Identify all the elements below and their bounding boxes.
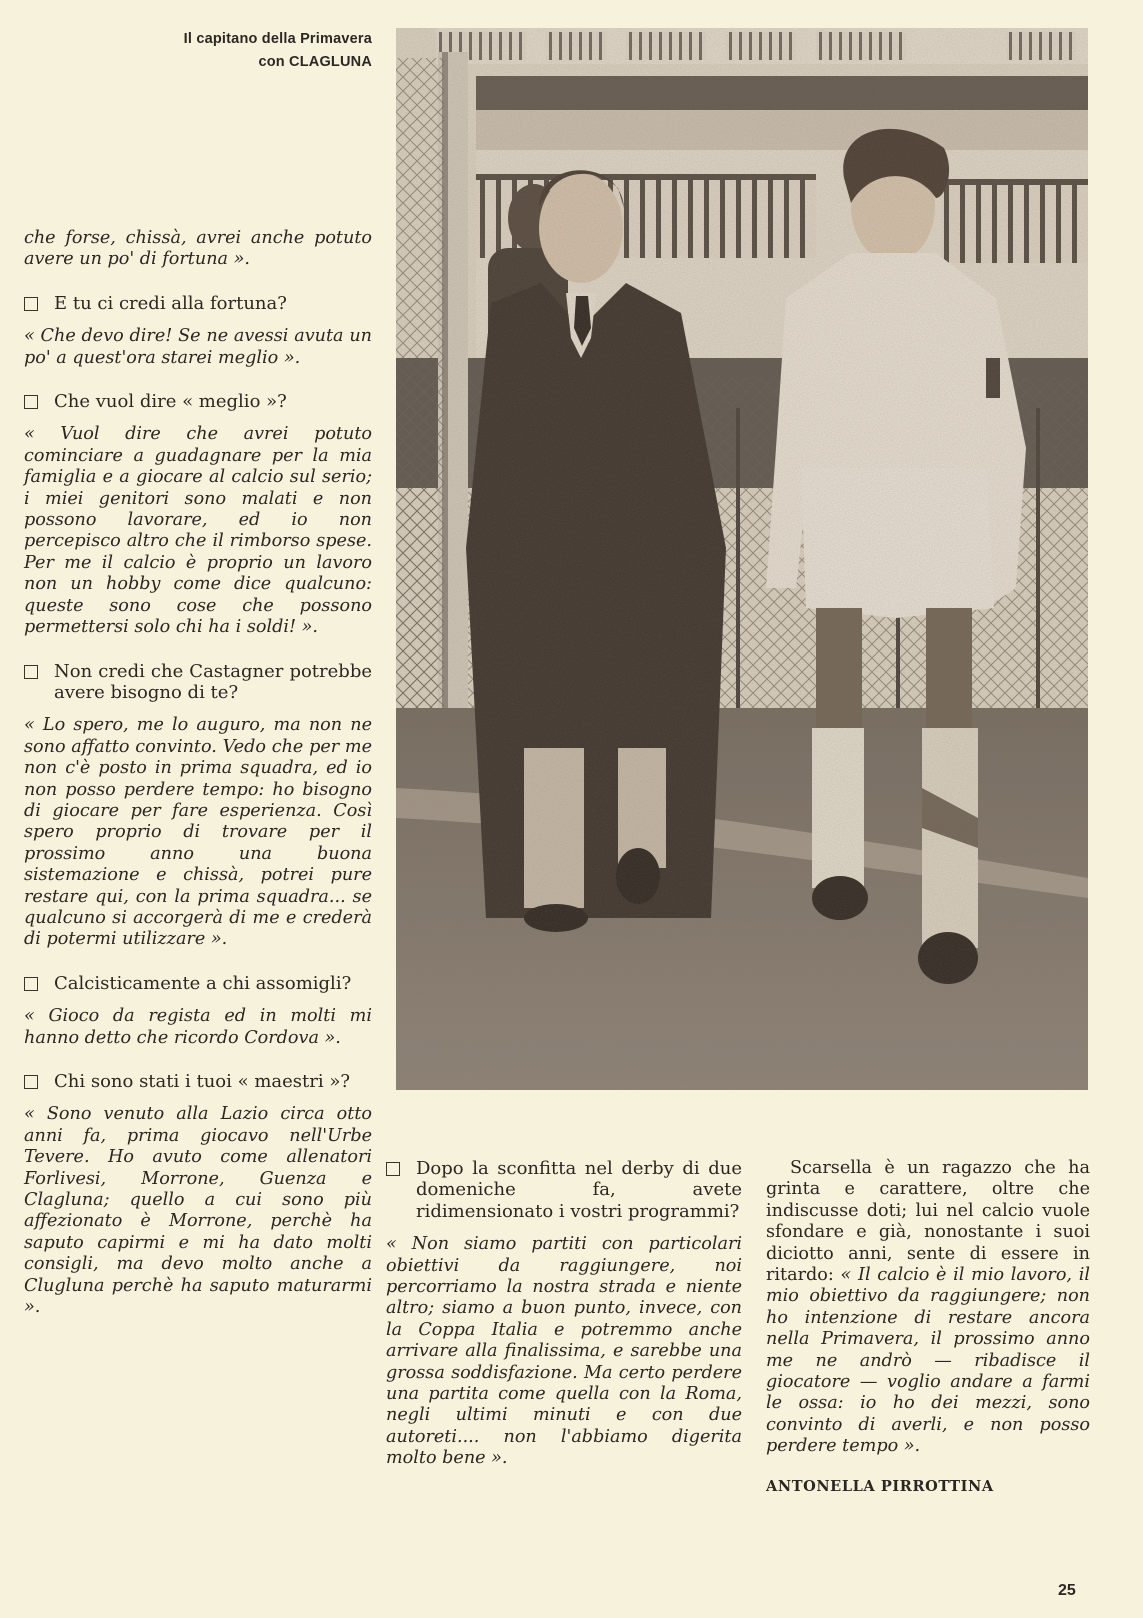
question-meglio [24,391,372,412]
question-castagner [24,661,372,704]
closing-paragraph [766,1158,1090,1458]
caption-line-2: con CLAGLUNA [258,54,372,70]
question-assomigli [24,973,372,994]
caption-line-1: Il capitano della Primavera [183,31,372,47]
page-number: 25 [1058,1582,1076,1599]
question-text: Che vuol dire « meglio »? [54,391,287,413]
question-box-icon [24,1075,38,1089]
photo-caption [120,28,372,74]
question-box-icon [24,297,38,311]
question-text: Dopo la sconfitta nel derby di due domeniche fa, avete ridimensionato i vostri programmi? [416,1158,742,1222]
author-byline: ANTONELLA PIRROTTINA [766,1477,994,1495]
question-box-icon [24,977,38,991]
answer-assomigli: « Gioco da regista ed in molti mi hanno detto che ricordo Cordova ». [24,1006,372,1048]
question-text: Calcisticamente a chi assomigli? [54,972,352,994]
answer-castagner: « Lo spero, me lo auguro, ma non ne sono affatto convinto. Vedo che per me non c'è posto in prima squadra, ed io non posso perdere tempo: ho bisogno di giocare per fare esperienza. Così spero proprio di trovare per il prossimo anno una buona sistemazione e chissà, potrei pure restare qui, con la prima squadra... se qualcuno si accorgerà di me e crederà di potermi utilizzare ». [24,715,372,950]
question-text: E tu ci credi alla fortuna? [54,292,287,314]
question-box-icon [24,665,38,679]
question-derby [386,1158,742,1222]
answer-fortuna-end: che forse, chissà, avrei anche potuto avere un po' di fortuna ». [24,228,372,270]
answer-meglio: « Vuol dire che avrei potuto cominciare a guadagnare per la mia famiglia e a giocare al calcio sul serio; i miei genitori sono malati e non possono lavorare, ed io non percepisco altro che il rimborso spese. Per me il calcio è proprio un lavoro non un hobby come dice qualcuno: queste sono cose che possono permettersi solo chi ha i soldi! ». [24,424,372,638]
closing-quote: « Il calcio è il mio lavoro, il mio obiettivo da raggiungere; non ho intenzione di restare ancora nella Primavera, il prossimo anno me ne andrò — ribadisce il giocatore — voglio andare a farmi le ossa: io ho dei mezzi, sono convinto di averli, e non posso perdere tempo ». [766,1265,1090,1457]
middle-column [386,1158,742,1492]
left-column [24,228,372,1340]
right-column [766,1158,1090,1497]
question-fortuna [24,293,372,314]
question-text: Non credi che Castagner potrebbe avere bisogno di te? [54,660,372,703]
question-text: Chi sono stati i tuoi « maestri »? [54,1071,351,1092]
question-box-icon [24,395,38,409]
answer-fortuna: « Che devo dire! Se ne avessi avuta un po' a quest'ora starei meglio ». [24,326,372,368]
photo-scene [396,28,1088,1090]
article-photo [396,28,1088,1090]
answer-derby: « Non siamo partiti con particolari obiettivi da raggiungere, noi percorriamo la nostra strada e niente altro; siamo a buon punto, invece, con la Coppa Italia e potremmo anche arrivare alla finalissima, e sarebbe una grossa soddisfazione. Ma certo perdere una partita come quella con la Roma, negli ultimi minuti e con due autoreti.... non l'abbiamo digerita molto bene ». [386,1234,742,1469]
question-box-icon [386,1162,400,1176]
answer-maestri: « Sono venuto alla Lazio circa otto anni fa, prima giocavo nell'Urbe Tevere. Ho avuto come allenatori Forlivesi, Morrone, Guenza e Clagluna; quello a cui sono più affezionato è Morrone, perchè ha saputo capirmi e mi ha dato molti consigli, ma devo molto anche a Clugluna perchè ha saputo maturarmi ». [24,1104,372,1318]
closing-intro: Scarsella è un ragazzo che ha grinta e carattere, oltre che indiscusse doti; lui nel calcio vuole sfondare e già, nonostante i suoi diciotto anni, sente di essere in ritardo: [766,1158,1090,1286]
question-maestri [24,1071,372,1092]
